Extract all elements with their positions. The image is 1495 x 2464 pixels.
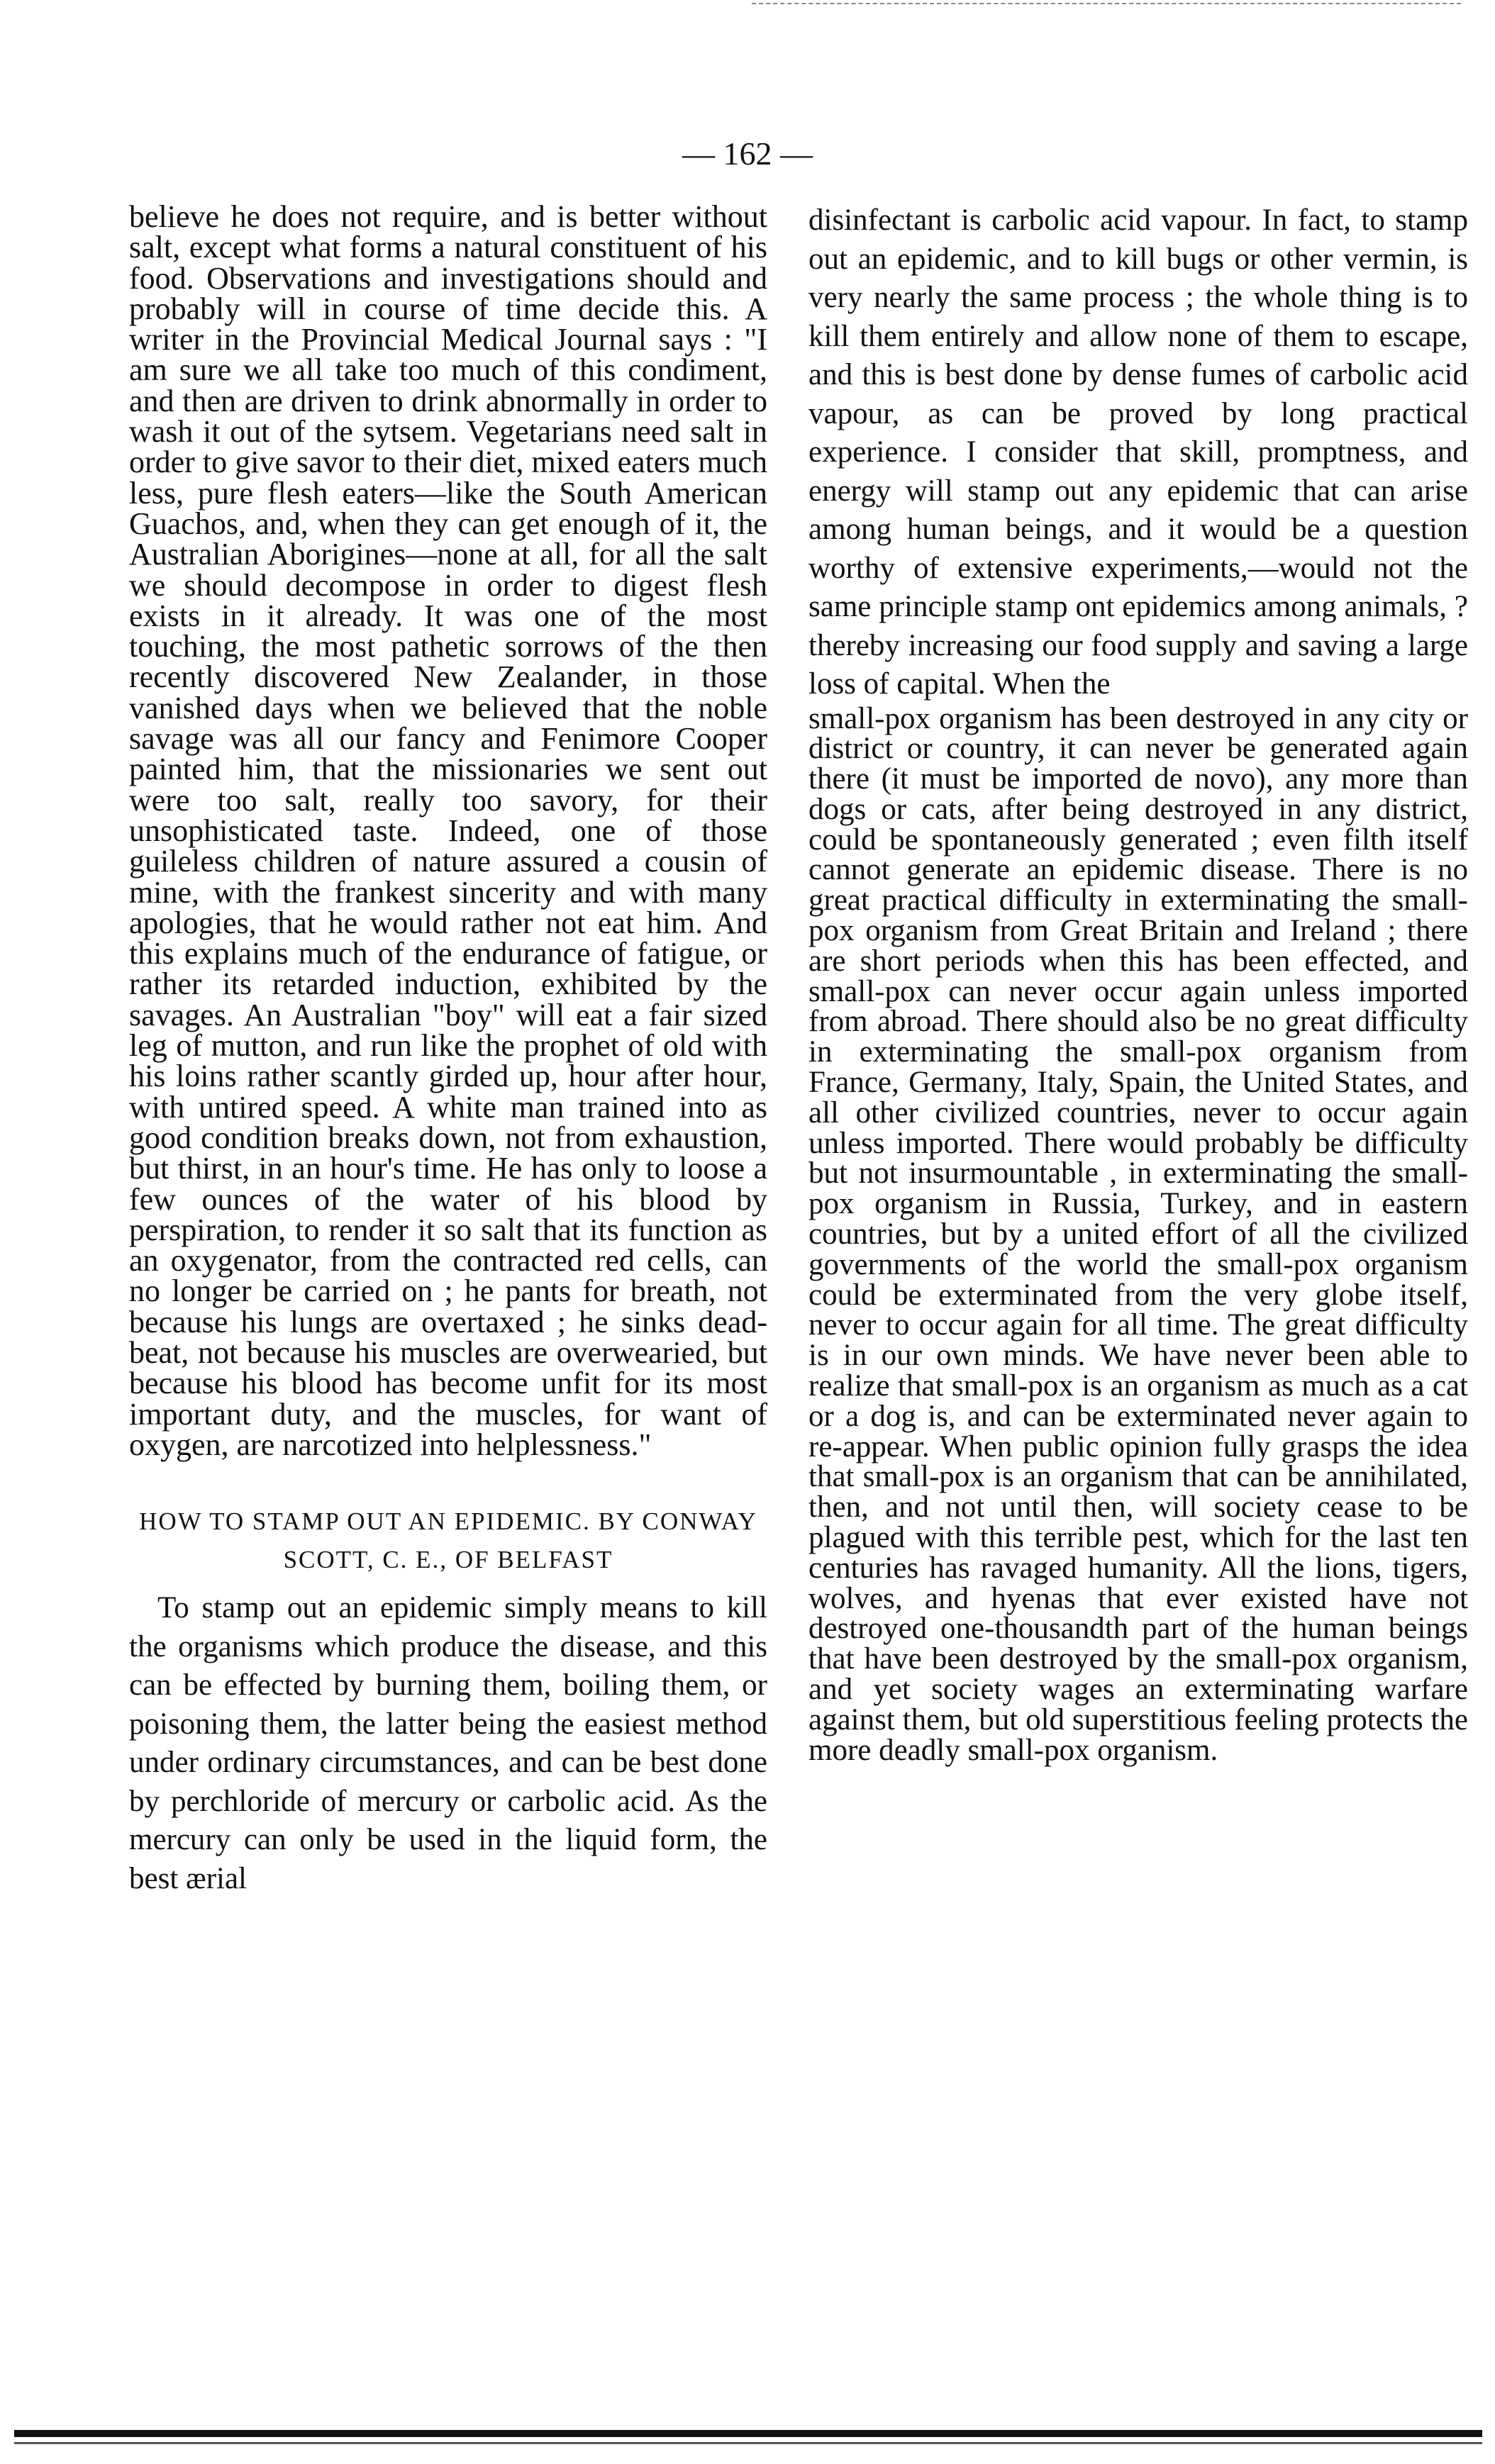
section-heading: HOW TO STAMP OUT AN EPIDEMIC. BY CONWAY SCOTT, C. E., OF BELFAST xyxy=(139,1507,757,1574)
continued-paragraph: believe he does not require, and is better without salt, except what forms a natural constituent of his food. Observations and investigations should and probably will in course of time decide this. A writer in the Provincial Medical Journal says : "I am sure we all take too much of this condiment, and then are driven to drink abnormally in order to wash it out of the sytsem. Vegetarians need salt in order to give savor to their diet, mixed eaters much less, pure flesh eaters—like the South American Guachos, and, when they can get enough of it, the Australian Aborigines—none at all, for all the salt we should decompose in order to digest flesh exists in it already. It was one of the most touching, the most pathetic sorrows of the then recently discovered New Zealander, in those vanished days when we believed that the noble savage was all our fancy and Fenimore Cooper painted him, that the missionaries we sent out were too salt, really too savory, for their unsophisticated taste. Indeed, one of those guileless children of nature assured a cousin of mine, with the frankest sincerity and with many apologies, that he would rather not eat him. And this explains much of the endurance of fatigue, or rather its retarded induction, exhibited by the savages. An Australian "boy" will eat a fair sized leg of mutton, and run like the prophet of old with his loins rather scantly girded up, hour after hour, with untired speed. A white man trained into as good condition breaks down, not from exhaustion, but thirst, in an hour's time. He has only to loose a few ounces of the water of his blood by perspiration, to render it so salt that its function as an oxygenator, from the contracted red cells, can no longer be carried on ; he pants for breath, not because his lungs are overtaxed ; he sinks dead-beat, not because his muscles are overwearied, but because his blood has become unfit for its most important duty, and the muscles, for want of oxygen, are narcotized into helplessness." xyxy=(129,199,767,1462)
left-column xyxy=(129,201,767,1898)
right-rest-paragraph: small-pox organism has been destroyed in any city or district or country, it can never be generated again there (it must be imported de novo), any more than dogs or cats, after being destroyed in any district, could be spontaneously generated ; even filth itself cannot generate an epidemic disease. There is no great practical difficulty in exterminating the small-pox organism from Great Britain and Ireland ; there are short periods when this has been effected, and small-pox can never occur again unless imported from abroad. There should also be no great difficulty in exterminating the small-pox organism from France, Germany, Italy, Spain, the United States, and all other civilized countries, never to occur again unless imported. There would probably be difficulty but not insurmountable , in exterminating the small-pox organism in Russia, Turkey, and in eastern countries, but by a united effort of all the civilized governments of the world the small-pox organism could be exterminated from the very globe itself, never to occur again for all time. The great difficulty is in our own minds. We have never been able to realize that small-pox is an organism as much as a cat or a dog is, and can be exterminated never again to re-appear. When public opinion fully grasps the idea that small-pox is an organism that can be annihilated, then, and not until then, will society cease to be plagued with this terrible pest, which for the last ten centuries has ravaged humanity. All the lions, tigers, wolves, and hyenas that ever existed have not destroyed one-thousandth part of the human beings that have been destroyed by the small-pox organism, and yet society wages an exterminating warfare against them, but old superstitious feeling protects the more deadly small-pox organism. xyxy=(808,701,1468,1767)
top-dashed-rule xyxy=(752,3,1461,4)
right-column xyxy=(808,201,1468,1766)
bottom-rule-thin xyxy=(14,2442,1482,2444)
right-top-paragraph: disinfectant is carbolic acid vapour. In fact, to stamp out an epidemic, and to kill bugs or other vermin, is very nearly the same process ; the whole thing is to kill them entirely and allow none of them to escape, and this is best done by dense fumes of carbolic acid vapour, as can be proved by long practical experience. I consider that skill, promptness, and energy will stamp out any epidemic that can arise among human beings, and it would be a question worthy of extensive experiments,—would not the same principle stamp ont epidemics among animals, ? thereby increasing our food supply and saving a large loss of capital. When the xyxy=(808,204,1468,701)
section-opening-paragraph: To stamp out an epidemic simply means to kill the organisms which produce the disease, and this can be effected by burning them, boiling them, or poisoning them, the latter being the easiest method under ordinary circumstances, and can be best done by perchloride of mercury or carbolic acid. As the mercury can only be used in the liquid form, the best ærial xyxy=(129,1591,767,1895)
bottom-rule xyxy=(14,2430,1482,2437)
page-number: — 162 — xyxy=(682,135,813,172)
